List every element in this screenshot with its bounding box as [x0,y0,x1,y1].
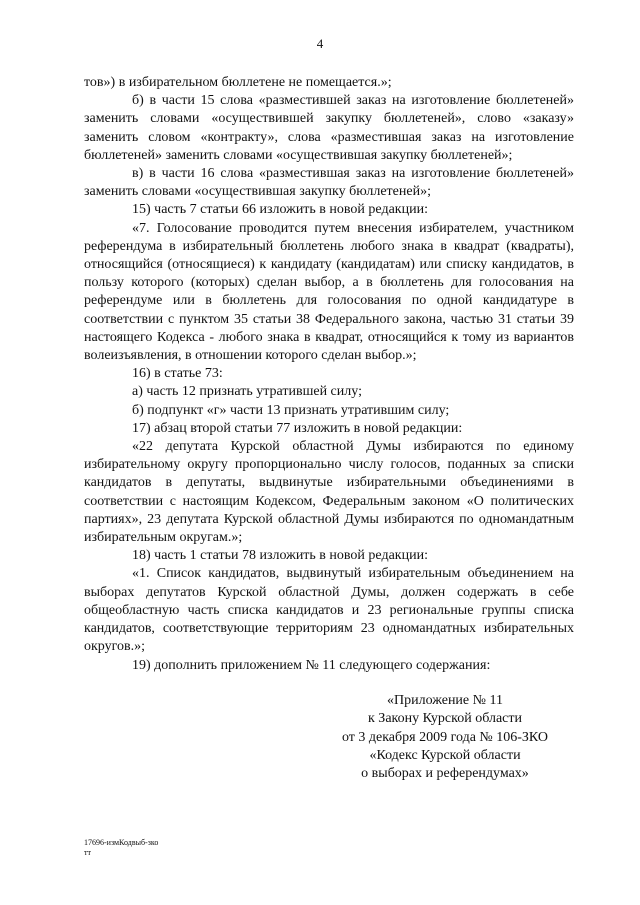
paragraph: 16) в статье 73: [132,366,223,382]
appendix-line: «Приложение № 11 [387,693,503,708]
footer-filename: 17696-измКодвыб-зко [84,838,159,847]
file-footer [84,838,158,858]
paragraph: тов») в избирательном бюллетене не помещается.»; [84,75,392,90]
paragraph: б) подпункт «г» части 13 признать утратившим силу; [132,402,450,418]
paragraph: «1. Список кандидатов, выдвинутый избирательным объединением на выборах депутатов Курской областной Думы, должен содержать в себе общеобластную часть списка кандидатов и 23 региональные группы списка кандидатов, соответствующие территориям 23 одномандатных избирательных округов.»; [84,566,574,655]
page-number: 4 [316,36,324,51]
paragraph: «7. Голосование проводится путем внесения избирателем, участником референдума в избирательный бюллетень любого знака в квадрат (квадраты), относящийся (относящиеся) к кандидату (кандидатам) или списку кандидатов, в пользу которого (которых) сделан выбор, а в бюллетень для голосования на референдуме или в бюллетень для голосования по одной кандидатуре в соответствии с пунктом 35 статьи 38 Федерального закона, частью 31 статьи 39 настоящего Кодекса - любого знака в квадрат, относящийся к тому из вариантов волеизъявления, в отношении которого сделан выбор.»; [84,220,574,364]
paragraph: а) часть 12 признать утратившей силу; [132,384,362,400]
appendix-line: к Закону Курской области [368,711,522,727]
paragraph: б) в части 15 слова «разместившей заказ на изготовление бюллетеней» заменить словами «осуществившей закупку бюллетеней», слово «заказу» заменить словом «контракту», слова «разместившая заказ на изготовление бюллетеней» заменить словами «осуществившая закупку бюллетеней»; [84,93,574,163]
paragraph: 18) часть 1 статьи 78 изложить в новой редакции: [132,548,428,564]
appendix-heading [330,692,560,783]
paragraph: 19) дополнить приложением № 11 следующего содержания: [132,657,491,673]
footer-initials: тт [84,848,91,857]
paragraph: в) в части 16 слова «разместившая заказ на изготовление бюллетеней» заменить словами «осуществившая закупку бюллетеней»; [84,166,574,200]
appendix-line: «Кодекс Курской области [369,747,521,763]
paragraph: «22 депутата Курской областной Думы избираются по единому избирательному округу пропорционально числу голосов, поданных за списки кандидатов в депутаты, выдвинутые избирательными объединениями в соответствии с настоящим Кодексом, Федеральным законом «О политических партиях», 23 депутата Курской областной Думы избираются по одномандатным избирательным округам.»; [84,439,574,546]
appendix-line: от 3 декабря 2009 года № 106-ЗКО [341,729,549,745]
paragraph: 17) абзац второй статьи 77 изложить в новой редакции: [132,420,463,436]
paragraph: 15) часть 7 статьи 66 изложить в новой редакции: [132,202,428,218]
document-body [84,74,574,675]
appendix-line: о выборах и референдумах» [361,766,529,782]
